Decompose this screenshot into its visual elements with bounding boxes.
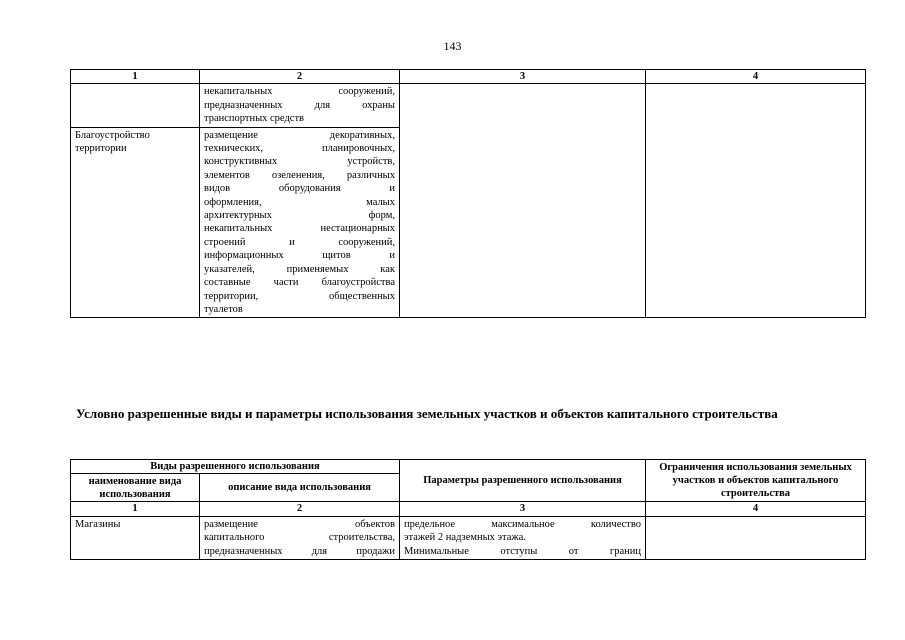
land-use-table-bottom <box>70 459 866 560</box>
description-line: некапитальных сооружений, <box>204 86 395 98</box>
description-line: конструктивных устройств, <box>204 156 395 168</box>
parameters-cell <box>400 516 646 559</box>
description-line: капитального строительства, <box>204 532 396 544</box>
description-line: размещение объектов <box>204 518 396 530</box>
column-number-row <box>71 502 866 516</box>
use-name-line: Благоустройство <box>75 129 150 141</box>
column-number-1: 1 <box>71 70 200 84</box>
column-number-4: 4 <box>646 502 866 516</box>
column-number-row <box>71 70 866 84</box>
restrictions-cell <box>646 84 866 318</box>
description-line: элементов озеленения, различных <box>204 169 395 181</box>
description-line: информационных щитов и <box>204 250 395 262</box>
use-name-line: территории <box>75 143 127 155</box>
use-description-cell <box>200 84 400 127</box>
table-row <box>71 516 866 559</box>
description-line: территории, общественных <box>204 290 395 302</box>
column-number-1: 1 <box>71 502 200 516</box>
land-use-table-top <box>70 69 866 318</box>
table-row <box>71 84 866 127</box>
description-line: видов оборудования и <box>204 183 395 195</box>
description-line: некапитальных нестационарных <box>204 223 395 235</box>
description-line: строений и сооружений, <box>204 236 395 248</box>
parameters-cell <box>400 84 646 318</box>
header-use-types: Виды разрешенного использования <box>71 460 400 474</box>
use-name-cell <box>71 127 200 318</box>
parameters-line: этажей 2 надземных этажа. <box>404 532 526 544</box>
header-use-name: наименование вида использования <box>71 474 200 502</box>
description-line: оформления, малых <box>204 196 395 208</box>
column-number-2: 2 <box>200 502 400 516</box>
header-use-description: описание вида использования <box>200 474 400 502</box>
description-line: архитектурных форм, <box>204 210 395 222</box>
header-row <box>71 460 866 474</box>
description-line: туалетов <box>204 303 243 315</box>
page-number: 143 <box>443 39 462 53</box>
description-line: указателей, применяемых как <box>204 263 395 275</box>
restrictions-cell <box>646 516 866 559</box>
column-number-4: 4 <box>646 70 866 84</box>
header-restrictions: Ограничения использования земельных участков и объектов капитального строительства <box>646 460 866 502</box>
parameters-line: Минимальные отступы от границ <box>404 545 642 557</box>
use-description-cell <box>200 516 400 559</box>
use-name-cell <box>71 84 200 127</box>
description-line: технических, планировочных, <box>204 143 395 155</box>
description-line: размещение декоративных, <box>204 129 395 141</box>
description-line: предназначенных для продажи <box>204 545 396 557</box>
header-parameters: Параметры разрешенного использования <box>400 460 646 502</box>
column-number-3: 3 <box>400 70 646 84</box>
description-line: транспортных средств <box>204 113 305 125</box>
section-heading: Условно разрешенные виды и параметры использования земельных участков и объектов капитального строительства <box>76 406 778 421</box>
parameters-line: предельное максимальное количество <box>404 518 642 530</box>
use-description-cell <box>200 127 400 318</box>
description-line: составные части благоустройства <box>204 277 395 289</box>
column-number-2: 2 <box>200 70 400 84</box>
use-name-cell: Магазины <box>71 516 200 559</box>
description-line: предназначенных для охраны <box>204 99 395 111</box>
column-number-3: 3 <box>400 502 646 516</box>
